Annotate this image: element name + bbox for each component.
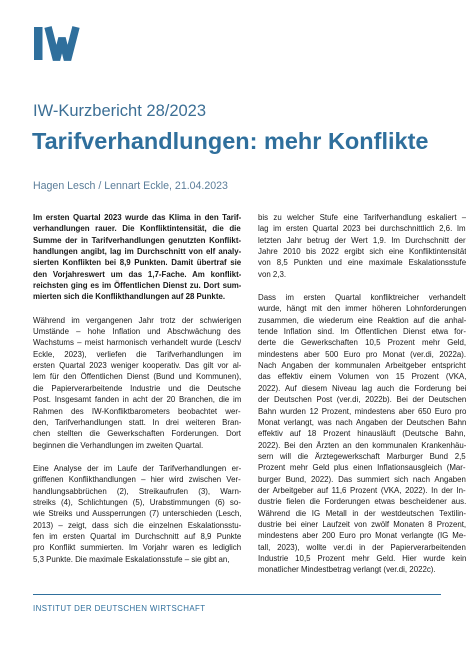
text-line: Post. Insgesamt fanden in acht der 20 Branchen, die im [33,395,241,405]
text-line: Bahn wurden 12 Prozent, mindestens aber 650 Euro pro [258,406,466,416]
byline: Hagen Lesch / Lennart Eckle, 21.04.2023 [33,180,228,192]
text-line: Während im vergangenen Jahr trotz der schwierigen [33,315,241,325]
report-id: IW-Kurzbericht 28/2023 [33,102,207,120]
text-line: bis zu welcher Stufe eine Tarifverhandlung eskaliert – [258,213,466,222]
text-line: Im ersten Quartal 2023 wurde das Klima in den Tarif- [33,213,241,222]
text-line: Monat verlangt, was nach Angaben der Deutschen Bahn [258,417,466,427]
text-line: 2022). Bei den Ärzten an den kommunalen Krankenhäu- [258,440,466,450]
text-line: tende Inflation sind. Im Öffentlichen Dienst etwa for- [258,327,466,337]
text-line: handlungsabbrüchen (2), Streikaufrufen (3), Warn- [33,486,241,496]
text-line: 5,3 Punkte. Die maximale Eskalationsstufe – sie gibt an, [33,554,230,564]
text-line: tall, 2023), wollte ver.di in der Papierverarbeitenden [258,542,466,552]
text-line: Dass im ersten Quartal konfliktreicher verhandelt [258,293,466,303]
text-line: der Deutschen Post (ver.di, 2022b). Bei der Deutschen [258,395,466,405]
text-line: 2022). Auf diesem Niveau lag auch die Forderung bei [258,383,466,393]
text-line: Umstände – hohe Inflation und Abschwächung des [33,327,241,337]
text-line: Summe der in Tarifverhandlungen genutzten Konflikt- [33,235,241,245]
text-line: beginnen die Verhandlungen im zweiten Quartal. [33,440,204,450]
text-line: dustrie bei einer Laufzeit von zwölf Monaten 8 Prozent, [258,519,466,529]
text-line: Eckle, 2023), verliefen die Tarifverhandlungen im [33,349,241,359]
iw-logo [32,24,88,64]
text-line: mindestens aber 500 Euro pro Monat (ver.di, 2022a). [258,349,466,359]
text-line: burger Bund, 2022). Das summiert sich nach Angaben [258,474,466,484]
body-paragraph [258,212,466,280]
text-line: lag im ersten Quartal 2023 bei durchschnittlich 2,6. Im [258,224,466,234]
text-line: pro Konflikt summierten. Im Vorjahr waren es lediglich [33,543,241,553]
footer-divider [33,594,441,595]
text-line: Prozent mehr Geld plus einen Inflationsausgleich (Mar- [258,463,466,473]
text-line: monatlicher Mindestbetrag verlangt (ver.di, 2022c). [258,565,436,575]
text-line: chen stellten die Gewerkschaften Forderungen. Dort [33,429,241,439]
text-line: zusammen, die wiederum eine Reaktion auf die anhal- [258,315,466,325]
text-line: Nach Angaben der kommunalen Arbeitgeber entspricht [258,361,466,371]
text-line: fen im ersten Quartal im Durchschnitt auf 8,9 Punkte [33,531,241,541]
text-line: Wachstums – meist harmonisch verhandelt wurde (Lesch/ [33,338,241,348]
text-line: wurde, hängt mit den immer höheren Lohnforderungen [258,304,466,314]
right-column [258,212,466,588]
text-line: letzten Jahr betrug der Wert 1,9. Im Durchschnitt der [258,235,466,245]
text-line: griffenen Konflikthandlungen – hier wird zwischen Ver- [33,475,241,485]
text-line: verhandlungen rauer. Die Konfliktintensität, die die [33,224,241,234]
text-line: streiks (4), Schlichtungen (5), Urabstimmungen (6) so- [33,497,241,507]
text-line: wie Streiks und Aussperrungen (7) unterschieden (Lesch, [33,509,241,519]
text-line: von 2,3. [258,269,287,279]
text-line: effektiv auf 18 Prozent hinausläuft (Deutsche Bahn, [258,429,466,439]
text-line: dustrie fielen die Forderungen etwas bescheidener aus. [258,497,466,507]
body-paragraph [33,463,241,565]
text-line: mierten sich die Konflikthandlungen auf 28 Punkte. [33,292,226,302]
text-line: Eine Analyse der im Laufe der Tarifverhandlungen er- [33,463,241,473]
body-paragraph [258,292,466,576]
text-line: sern will die Ärztegewerkschaft Marburger Bund 2,5 [258,451,466,461]
text-line: den, Tarifverhandlungen statt. In drei weiteren Bran- [33,417,241,427]
text-line: die Papierverarbeitende Industrie und die Deutsche [33,383,241,393]
left-column [33,212,241,577]
text-line: mindestens aber 200 Euro pro Monat verlangte (IG Me- [258,531,466,541]
text-line: der Arbeitgeber auf 11,6 Prozent (VKA, 2022). In der In- [258,485,466,495]
page-title: Tarifverhandlungen: mehr Konflikte [32,128,429,154]
text-line: 2013) – zeigt, dass sich die einzelnen Eskalationsstu- [33,520,241,530]
lead-paragraph [33,212,241,303]
text-line: ersten Quartal 2023 weniger kooperativ. Das gilt vor al- [33,361,241,371]
text-line: handlungen angibt, lag im Durchschnitt von elf analy- [33,247,241,257]
text-line: von 8,5 Punkten und eine maximale Eskalationsstufe [258,258,466,268]
text-line: sierten Konflikten bei 8,9 Punkten. Damit übertraf sie [33,258,241,268]
footer-institute: INSTITUT DER DEUTSCHEN WIRTSCHAFT [33,604,206,613]
text-line: das effektiv einem Volumen von 15 Prozent (VKA, [258,372,466,382]
text-line: Während die IG Metall in der westdeutschen Textilin- [258,508,466,518]
text-line: Jahre 2010 bis 2022 ergibt sich eine Konfliktintensität [258,247,466,257]
text-line: Industrie 10,5 Prozent mehr Geld. Hier wurde kein [258,553,466,563]
text-line: Rahmen des IW-Konfliktbarometers beobachtet wer- [33,406,241,416]
text-line: den Vorjahreswert um das 1,7-Fache. Am konflikt- [33,269,241,279]
text-line: derte die Gewerkschaften 10,5 Prozent mehr Geld, [258,338,466,348]
text-line: lem für den Öffentlichen Dienst (Bund und Kommunen), [33,372,241,382]
text-line: reichsten ging es im Öffentlichen Dienst zu. Dort sum- [33,281,241,291]
body-paragraph [33,315,241,451]
